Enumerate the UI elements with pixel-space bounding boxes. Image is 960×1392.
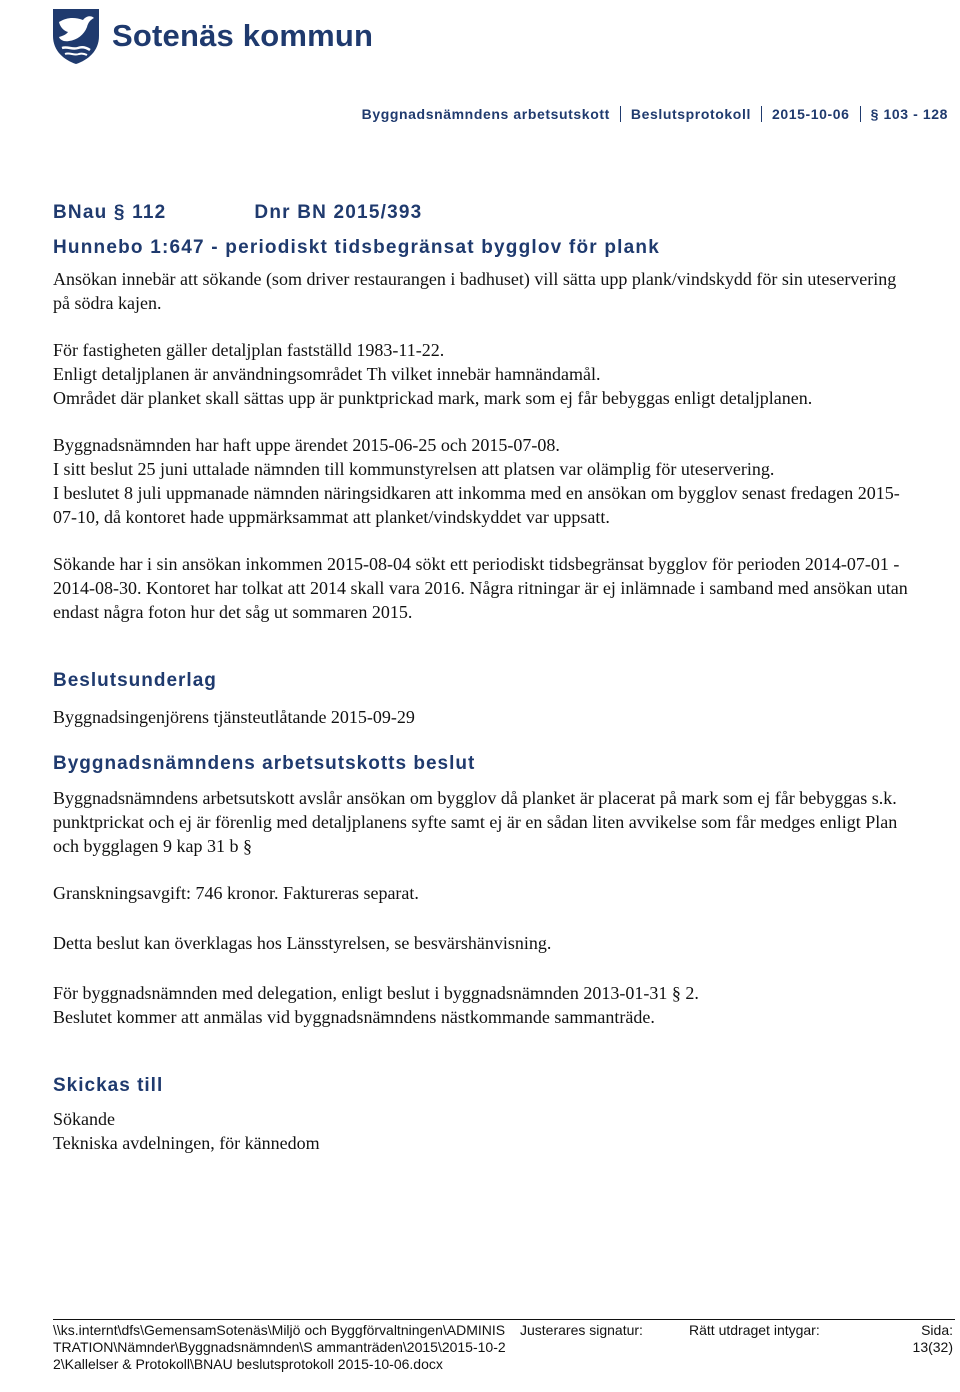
paragraph-plan-use: Enligt detaljplanen är användningsområdet Th vilket innebär hamnändamål. bbox=[53, 364, 601, 384]
footer-page-label: Sida: bbox=[921, 1322, 953, 1338]
header-divider bbox=[620, 106, 621, 122]
beslut-fee: Granskningsavgift: 746 kronor. Faktureras separat. bbox=[53, 883, 419, 903]
paragraph-plan-date: För fastigheten gäller detaljplan fastställd 1983-11-22. bbox=[53, 340, 445, 360]
section-heading-skickas: Skickas till bbox=[53, 1075, 164, 1096]
document-body bbox=[53, 202, 913, 1155]
beslut-appeal: Detta beslut kan överklagas hos Länsstyrelsen, se besvärshänvisning. bbox=[53, 933, 552, 953]
header-divider bbox=[761, 106, 762, 122]
header-paragraph-range: § 103 - 128 bbox=[870, 106, 948, 122]
case-reference bbox=[53, 202, 913, 224]
footer-divider bbox=[53, 1319, 955, 1320]
paragraph-history-june: I sitt beslut 25 juni uttalade nämnden till kommunstyrelsen att platsen var olämplig för uteservering. bbox=[53, 459, 775, 479]
beslut-text: Byggnadsnämndens arbetsutskott avslår ansökan om bygglov då planket är placerat på mark som ej får bebyggas s.k. punktprickat och ej är förenlig med detaljplanens syfte samt ej är en sådan liten avvikelse som får medges enligt Plan och bygglagen 9 kap 31 b § bbox=[53, 788, 898, 856]
case-dnr: Dnr BN 2015/393 bbox=[254, 202, 423, 223]
paragraph-history-july: I beslutet 8 juli uppmanade nämnden näringsidkaren att inkomma med en ansökan om bygglov senast fredagen 2015-07-10, då kontoret hade uppmärksammat att planket/vindskyddet var uppsatt. bbox=[53, 483, 900, 527]
footer-page-value: 13(32) bbox=[912, 1339, 953, 1355]
beslut-delegation: För byggnadsnämnden med delegation, enligt beslut i byggnadsnämnden 2013-01-31 § 2. bbox=[53, 983, 699, 1003]
coat-of-arms-icon bbox=[50, 6, 102, 66]
beslutsunderlag-text: Byggnadsingenjörens tjänsteutlåtande 2015-09-29 bbox=[53, 707, 415, 727]
logo-text: Sotenäs kommun bbox=[112, 18, 374, 53]
document-header bbox=[362, 106, 948, 122]
beslut-report: Beslutet kommer att anmälas vid byggnadsnämndens nästkommande sammanträde. bbox=[53, 1007, 655, 1027]
header-divider bbox=[860, 106, 861, 122]
section-heading-beslutsunderlag: Beslutsunderlag bbox=[53, 670, 217, 691]
paragraph-applicant: Sökande har i sin ansökan inkommen 2015-08-04 sökt ett periodiskt tidsbegränsat bygglov för perioden 2014-07-01 - 2014-08-30. Kontoret har tolkat att 2014 skall vara 2016. Några ritningar är ej inlämnade i samband med ansökan utan endast några foton hur det såg ut sommaren 2015. bbox=[53, 554, 908, 622]
case-title: Hunnebo 1:647 - periodiskt tidsbegränsat bygglov för plank bbox=[53, 237, 660, 258]
footer-signature-label: Justerares signatur: bbox=[520, 1322, 643, 1338]
header-committee: Byggnadsnämndens arbetsutskott bbox=[361, 106, 610, 122]
paragraph-plan-area: Området där planket skall sättas upp är punktprickad mark, mark som ej får bebyggas enligt detaljplanen. bbox=[53, 388, 813, 408]
footer-page-number bbox=[913, 1322, 953, 1356]
paragraph-application: Ansökan innebär att sökande (som driver restaurangen i badhuset) vill sätta upp plank/vindskydd för sin uteservering på södra kajen. bbox=[53, 269, 897, 313]
paragraph-history-dates: Byggnadsnämnden har haft uppe ärendet 2015-06-25 och 2015-07-08. bbox=[53, 435, 560, 455]
case-number: BNau § 112 bbox=[53, 202, 167, 223]
footer-extract-label: Rätt utdraget intygar: bbox=[689, 1322, 820, 1338]
footer-file-path: \\ks.internt\dfs\GemensamSotenäs\Miljö och Byggförvaltningen\ADMINISTRATION\Nämnder\Byggnadsnämnden\S ammanträden\2015\2015-10-22\Kallelser & Protokoll\BNAU beslutsprotokoll 2015-10-06.docx bbox=[53, 1322, 506, 1372]
section-heading-beslut: Byggnadsnämndens arbetsutskotts beslut bbox=[53, 753, 476, 774]
logo bbox=[50, 4, 373, 68]
header-doc-type: Beslutsprotokoll bbox=[630, 106, 751, 122]
recipient-item: Sökande bbox=[53, 1109, 115, 1129]
header-date: 2015-10-06 bbox=[771, 106, 850, 122]
recipient-item: Tekniska avdelningen, för kännedom bbox=[53, 1133, 320, 1153]
